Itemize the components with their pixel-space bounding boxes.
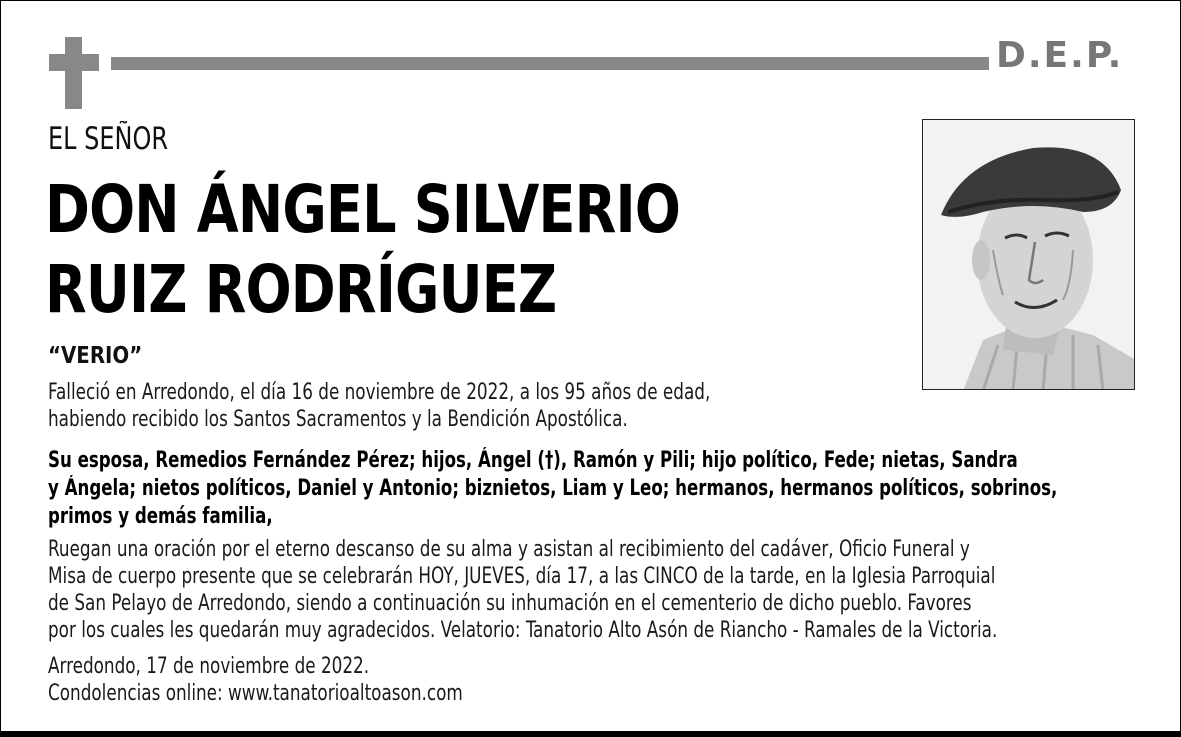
portrait-photo [922,119,1135,390]
cross-icon [65,37,82,109]
cross-icon-bar [49,54,99,71]
deceased-name-line1: DON ÁNGEL SILVERIO [45,171,681,248]
dep-label: D.E.P. [996,35,1124,76]
family-text-line3: primos y demás familia, [48,504,273,529]
family-text-line1: Su esposa, Remedios Fernández Pérez; hijos, Ángel (†), Ramón y Pili; hijo político, Fede; nietas, Sandra [48,448,1018,473]
request-text-line4: por los cuales les quedarán muy agradecidos. Velatorio: Tanatorio Alto Asón de Riancho - Ramales de la Victoria. [48,618,998,643]
nickname: “VERIO” [48,343,143,369]
place-date: Arredondo, 17 de noviembre de 2022. [48,654,370,679]
header-rule [111,57,989,70]
death-text-line2: habiendo recibido los Santos Sacramentos y la Bendición Apostólica. [48,407,628,432]
deceased-name-line2: RUIZ RODRÍGUEZ [45,251,557,328]
request-text-line1: Ruegan una oración por el eterno descanso de su alma y asistan al recibimiento del cadáver, Oficio Funeral y [48,537,970,562]
title-prefix: EL SEÑOR [48,121,168,157]
request-text-line2: Misa de cuerpo presente que se celebrarán HOY, JUEVES, día 17, a las CINCO de la tarde, en la Iglesia Parroquial [48,564,996,589]
request-text-line3: de San Pelayo de Arredondo, siendo a continuación su inhumación en el cementerio de dicho pueblo. Favores [48,591,972,616]
death-text-line1: Falleció en Arredondo, el día 16 de noviembre de 2022, a los 95 años de edad, [48,380,711,405]
family-text-line2: y Ángela; nietos políticos, Daniel y Antonio; biznietos, Liam y Leo; hermanos, hermanos políticos, sobrinos, [48,476,1058,501]
condolences-link: Condolencias online: www.tanatorioaltoason.com [48,681,463,706]
